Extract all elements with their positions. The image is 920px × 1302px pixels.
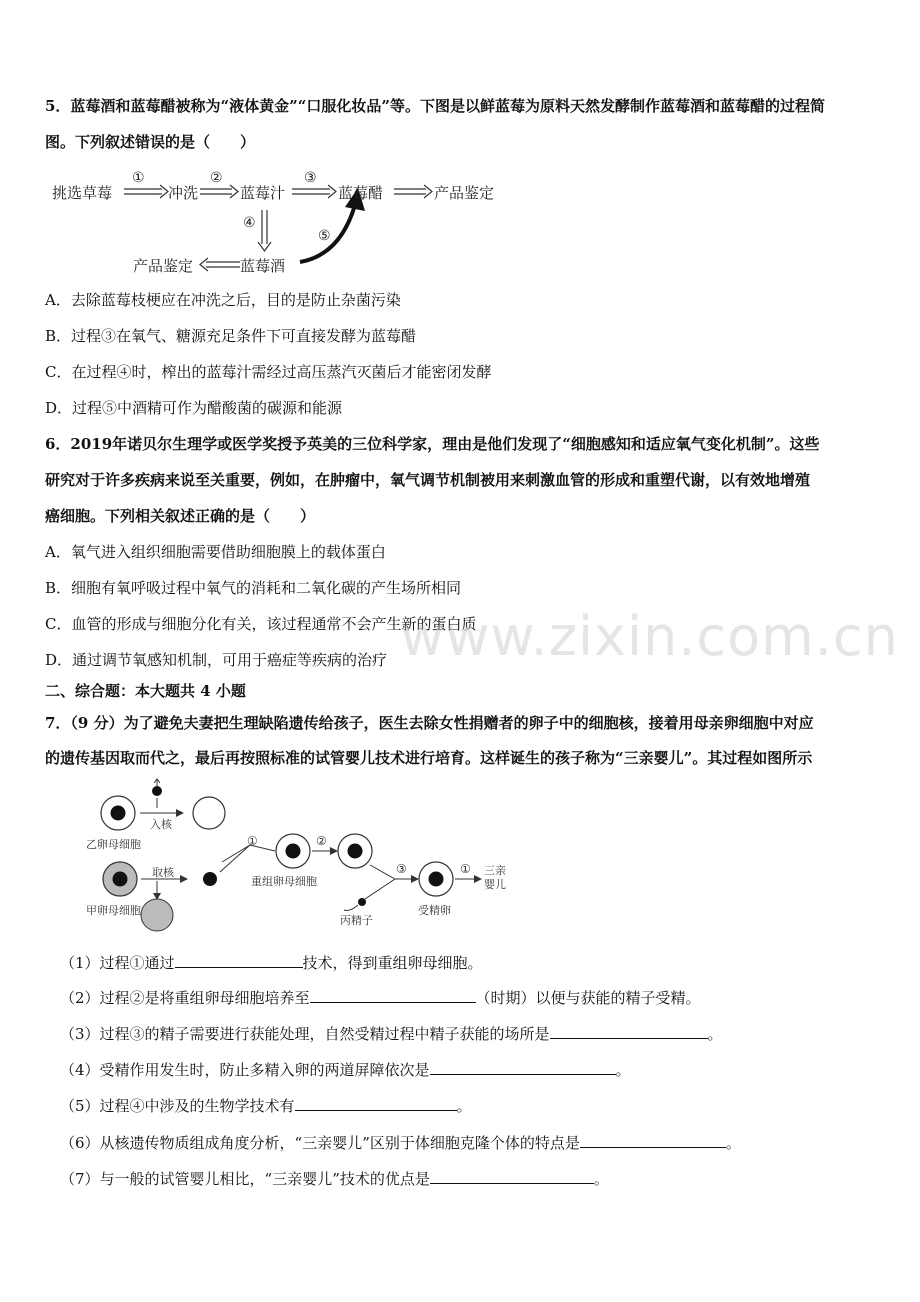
q6-option-d[interactable]: D．通过调节氧感知机制，可用于癌症等疾病的治疗 (45, 651, 388, 669)
q6-option-c[interactable]: C．血管的形成与细胞分化有关，该过程通常不会产生新的蛋白质 (45, 615, 477, 633)
answer-blank-6[interactable] (580, 1133, 726, 1148)
label-fertilized-egg: 受精卵 (418, 904, 451, 917)
flow-node-wash: 冲洗 (168, 184, 199, 202)
q7-sub-4: （4）受精作用发生时，防止多精入卵的两道屏障依次是 。 (60, 1061, 631, 1079)
answer-blank-3[interactable] (550, 1024, 708, 1039)
section-heading: 二、综合题：本大题共 4 小题 (45, 682, 246, 700)
answer-blank-4[interactable] (430, 1060, 616, 1075)
label-jia-oocyte: 甲卵母细胞 (86, 904, 141, 917)
q7-step-1: ① (247, 834, 258, 848)
flow-node-identify-2: 产品鉴定 (133, 257, 194, 275)
label-bing-sperm: 丙精子 (340, 914, 373, 927)
answer-blank-7[interactable] (430, 1169, 594, 1184)
q6-stem-line1: 6．2019年诺贝尔生理学或医学奖授予英美的三位科学家，理由是他们发现了“细胞感知和适应氧气变化机制”。这些 (45, 435, 820, 453)
q6-option-b[interactable]: B．细胞有氧呼吸过程中氧气的消耗和二氧化碳的产生场所相同 (45, 579, 462, 597)
flow-node-wine: 蓝莓酒 (240, 257, 286, 275)
answer-blank-1[interactable] (175, 953, 303, 968)
q7-stem-line1: 7．（9 分）为了避免夫妻把生理缺陷遗传给孩子，医生去除女性捐赠者的卵子中的细胞核，接着用母亲卵细胞中对应 (45, 714, 814, 732)
answer-blank-2[interactable] (310, 988, 476, 1003)
q7-sub-1: （1）过程①通过 技术，得到重组卵母细胞。 (60, 954, 483, 972)
label-yi-oocyte: 乙卵母细胞 (86, 838, 141, 851)
q5-option-a[interactable]: A．去除蓝莓枝梗应在冲洗之后，目的是防止杂菌污染 (45, 291, 401, 309)
q7-sub-5: （5）过程④中涉及的生物学技术有 。 (60, 1097, 472, 1115)
label-reconstructed-oocyte: 重组卵母细胞 (251, 875, 317, 888)
flow-step-1: ① (132, 170, 145, 186)
q7-step-2: ② (316, 834, 327, 848)
q6-stem-line2: 研究对于许多疾病来说至关重要，例如，在肿瘤中，氧气调节机制被用来刺激血管的形成和重塑代谢，以有效地增殖 (45, 471, 811, 489)
flow-node-juice: 蓝莓汁 (240, 184, 286, 202)
q6-stem-line3: 癌细胞。下列相关叙述正确的是（ ） (45, 507, 316, 525)
q7-sub-7: （7）与一般的试管婴儿相比，“三亲婴儿”技术的优点是 。 (60, 1170, 609, 1188)
flow-node-vinegar: 蓝莓醋 (338, 184, 384, 202)
q5-option-b[interactable]: B．过程③在氧气、糖源充足条件下可直接发酵为蓝莓醋 (45, 327, 417, 345)
q5-option-d[interactable]: D．过程⑤中酒精可作为醋酸菌的碳源和能源 (45, 399, 343, 417)
q7-sub-2: （2）过程②是将重组卵母细胞培养至 （时期）以便与获能的精子受精。 (60, 989, 701, 1007)
q7-step-4: ① (460, 862, 471, 876)
q7-sub-3: （3）过程③的精子需要进行获能处理，自然受精过程中精子获能的场所是 。 (60, 1025, 723, 1043)
label-into-nucleus: 入核 (150, 818, 172, 831)
flow-step-3: ③ (304, 170, 317, 186)
answer-blank-5[interactable] (295, 1096, 457, 1111)
q7-step-3: ③ (396, 862, 407, 876)
label-take-nucleus: 取核 (152, 866, 174, 879)
flow-node-select: 挑选草莓 (52, 184, 113, 202)
q5-stem-line1: 5．蓝莓酒和蓝莓醋被称为“液体黄金”“口服化妆品”等。下图是以鲜蓝莓为原料天然发酵制作蓝莓酒和蓝莓醋的过程简 (45, 97, 825, 115)
q6-option-a[interactable]: A．氧气进入组织细胞需要借助细胞膜上的载体蛋白 (45, 543, 386, 561)
q5-stem-line2: 图。下列叙述错误的是（ ） (45, 133, 256, 151)
flow-step-2: ② (210, 170, 223, 186)
watermark: www.zixin.com.cn (400, 605, 899, 668)
q7-sub-6: （6）从核遗传物质组成角度分析，“三亲婴儿”区别于体细胞克隆个体的特点是 。 (60, 1134, 741, 1152)
q7-stem-line2: 的遗传基因取而代之，最后再按照标准的试管婴儿技术进行培育。这样诞生的孩子称为“三亲婴儿”。其过程如图所示 (45, 749, 813, 767)
flow-step-4: ④ (243, 215, 256, 231)
flow-node-identify: 产品鉴定 (434, 184, 495, 202)
q5-option-c[interactable]: C．在过程④时，榨出的蓝莓汁需经过高压蒸汽灭菌后才能密闭发酵 (45, 363, 492, 381)
label-three-parent-baby: 三亲 婴儿 (484, 864, 506, 891)
flow-step-5: ⑤ (318, 228, 331, 244)
